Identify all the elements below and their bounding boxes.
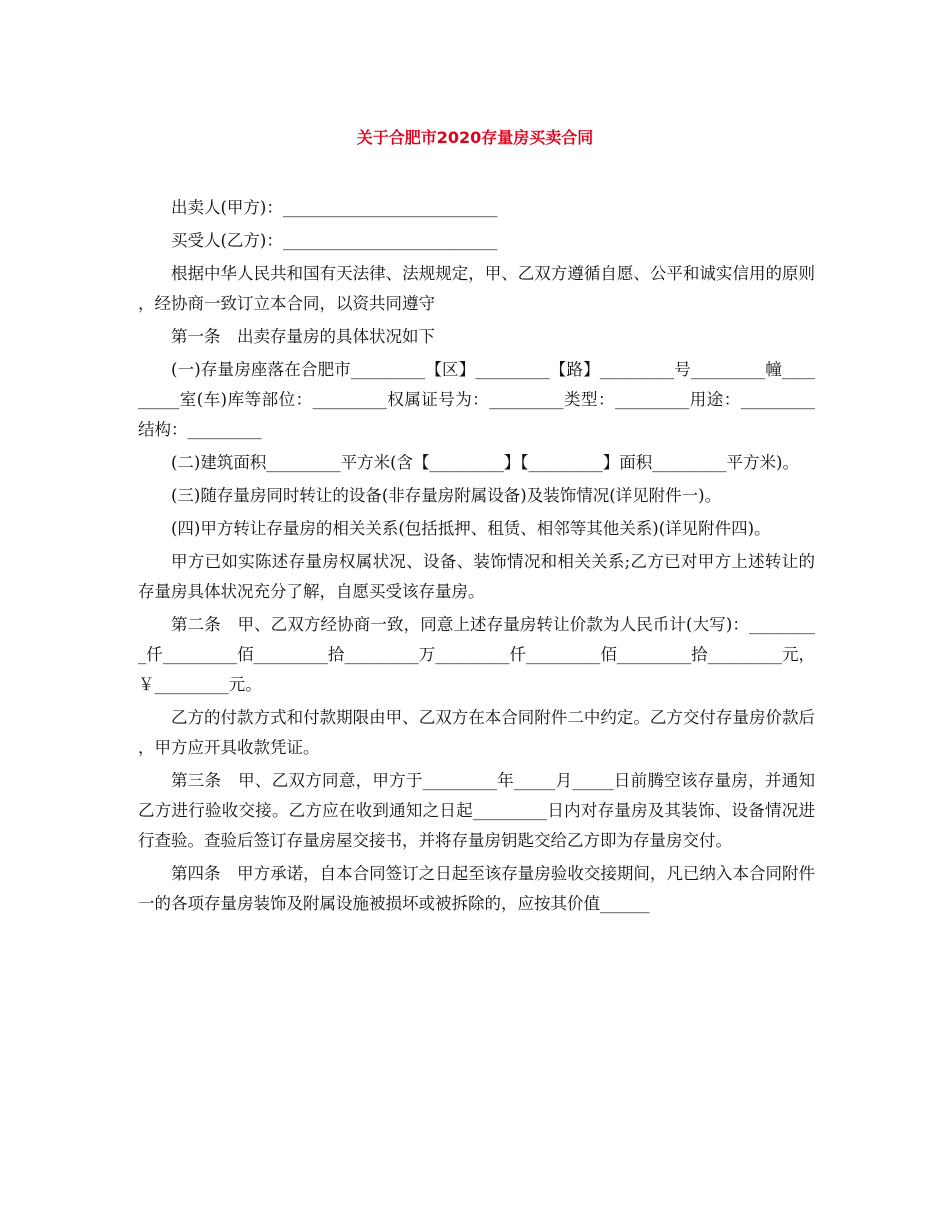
buyer-line: 买受人(乙方)：__________________________ [171,231,498,250]
article-1-item-1: (一)存量房座落在合肥市_________【区】_________【路】_________号_________幢_________室(车)库等部位：_________权属证号为：_________类型：_________用途：_________结构：_________ [138,360,815,439]
article-1-item-3: (三)随存量房同时转让的设备(非存量房附属设备)及装饰情况(详见附件一)。 [171,486,722,505]
disclosure-paragraph: 甲方已如实陈述存量房权属状况、设备、装饰情况和相关关系;乙方已对甲方上述转让的存量房具体状况充分了解，自愿买受该存量房。 [138,552,815,601]
article-2-paragraph: 第二条 甲、乙双方经协商一致，同意上述存量房转让价款为人民币计(大写)：_________仟_________佰_________拾_________万_________仟_________佰_________拾_________元，￥_________元。 [138,615,815,694]
seller-line: 出卖人(甲方)：__________________________ [171,198,498,217]
preamble-paragraph: 根据中华人民共和国有天法律、法规规定，甲、乙双方遵循自愿、公平和诚实信用的原则，经协商一致订立本合同，以资共同遵守 [138,264,815,313]
article-3-paragraph: 第三条 甲、乙双方同意，甲方于_________年_____月_____日前腾空该存量房，并通知乙方进行验收交接。乙方应在收到通知之日起_________日内对存量房及其装饰、设备情况进行查验。查验后签订存量房屋交接书，并将存量房钥匙交给乙方即为存量房交付。 [138,771,815,850]
article-1-item-2: (二)建筑面积_________平方米(含【_________】【_________】面积_________平方米)。 [171,453,799,472]
payment-paragraph: 乙方的付款方式和付款期限由甲、乙双方在本合同附件二中约定。乙方交付存量房价款后，甲方应开具收款凭证。 [138,708,815,757]
contract-body [138,193,815,922]
article-4-paragraph: 第四条 甲方承诺，自本合同签订之日起至该存量房验收交接期间，凡已纳入本合同附件一的各项存量房装饰及附属设施被损坏或被拆除的，应按其价值______ [138,864,815,913]
article-1-item-4: (四)甲方转让存量房的相关关系(包括抵押、租赁、相邻等其他关系)(详见附件四)。 [171,519,771,538]
article-1-heading: 第一条 出卖存量房的具体状况如下 [171,327,435,346]
document-title: 关于合肥市2020存量房买卖合同 [356,128,594,147]
